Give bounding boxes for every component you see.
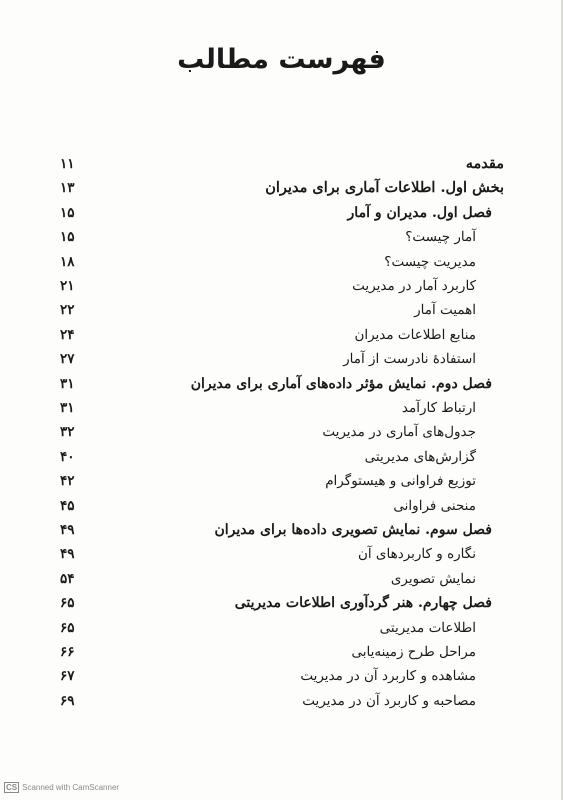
toc-entry-title: فصل سوم. نمایش تصویری داده‌ها برای مدیران [214, 522, 492, 538]
toc-row [60, 616, 504, 640]
toc-row [60, 591, 504, 615]
toc-entry-title: فصل چهارم. هنر گردآوری اطلاعات مدیریتی [234, 595, 492, 612]
toc-row [60, 176, 504, 200]
toc-row [60, 225, 504, 249]
toc-entry-title: منابع اطلاعات مدیران [354, 326, 476, 343]
toc-entry-title: مشاهده و کاربرد آن در مدیریت [300, 668, 476, 685]
watermark-text: Scanned with CamScanner [22, 783, 120, 792]
toc-row [60, 420, 504, 444]
toc-row [60, 469, 504, 493]
toc-page-number: ۱۳ [60, 180, 75, 197]
toc-page-number: ۴۹ [60, 546, 75, 563]
toc-page-number: ۳۱ [60, 400, 75, 416]
toc-page-number: ۵۴ [60, 570, 75, 587]
toc-row [60, 250, 504, 274]
toc-page-number: ۴۵ [60, 497, 75, 514]
camscanner-logo-icon: CS [6, 783, 18, 792]
toc-row [60, 640, 504, 664]
toc-entry-title: مدیریت چیست؟ [384, 253, 476, 270]
toc-entry-title: نمایش تصویری [390, 570, 476, 587]
toc-page-number: ۶۵ [60, 619, 75, 636]
toc-entry-title: مراحل طرح زمینه‌یابی [351, 644, 476, 660]
toc-page-number: ۱۱ [60, 156, 75, 172]
toc-page-number: ۴۹ [60, 522, 75, 538]
toc-entry-title: بخش اول. اطلاعات آماری برای مدیران [265, 179, 504, 197]
toc-row [60, 567, 504, 591]
toc-row [60, 323, 504, 347]
toc-entry-title: کاربرد آمار در مدیریت [352, 278, 476, 294]
toc-page-number: ۳۲ [60, 424, 75, 441]
toc-page-number: ۶۷ [60, 668, 75, 685]
toc-row [60, 396, 504, 420]
toc-row [60, 274, 504, 298]
toc-row [60, 542, 504, 566]
toc-entry-title: استفادهٔ نادرست از آمار [343, 351, 476, 368]
toc-entry-title: توزیع فراوانی و هیستوگرام [325, 473, 476, 490]
page-title: فهرست مطالب [177, 44, 386, 75]
toc-entry-title: نگاره و کاربردهای آن [357, 546, 476, 563]
toc-page-number: ۱۵ [60, 204, 75, 221]
toc-page-number: ۲۱ [60, 278, 75, 294]
toc-page-number: ۳۱ [60, 375, 75, 392]
toc-page-number: ۶۹ [60, 692, 75, 709]
toc-row [60, 445, 504, 469]
toc-page-number: ۶۵ [60, 595, 75, 612]
toc-row [60, 664, 504, 688]
toc-page-number: ۴۰ [60, 448, 75, 465]
toc-entry-title: گزارش‌های مدیریتی [364, 448, 476, 465]
toc-entry-title: منحنی فراوانی [393, 497, 476, 514]
toc-page-number: ۴۲ [60, 473, 75, 490]
toc-entry-title: مقدمه [465, 155, 504, 172]
toc-page-number: ۶۶ [60, 644, 75, 660]
toc-entry-title: فصل اول. مدیران و آمار [347, 204, 492, 221]
scanner-watermark [4, 782, 119, 793]
toc-entry-title: مصاحبه و کاربرد آن در مدیریت [302, 692, 476, 709]
toc-entry-title: اهمیت آمار [414, 302, 476, 319]
toc-row [60, 298, 504, 322]
toc-page-number: ۲۴ [60, 326, 75, 343]
toc-entry-title: آمار چیست؟ [405, 229, 476, 246]
toc-row [60, 518, 504, 542]
toc-page-number: ۲۲ [60, 302, 75, 319]
toc-row [60, 689, 504, 713]
toc-row [60, 201, 504, 225]
toc-entry-title: اطلاعات مدیریتی [379, 619, 476, 636]
toc-row [60, 372, 504, 396]
toc-page-number: ۱۵ [60, 229, 75, 246]
toc-page-number: ۲۷ [60, 351, 75, 368]
toc-entry-title: جدول‌های آماری در مدیریت [322, 424, 476, 441]
toc-page-number: ۱۸ [60, 253, 75, 270]
toc-row [60, 347, 504, 371]
toc-entry-title: فصل دوم. نمایش مؤثر داده‌های آماری برای مدیران [190, 375, 492, 392]
toc-row [60, 494, 504, 518]
toc-row [60, 152, 504, 176]
toc-entry-title: ارتباط کارآمد [401, 400, 476, 416]
